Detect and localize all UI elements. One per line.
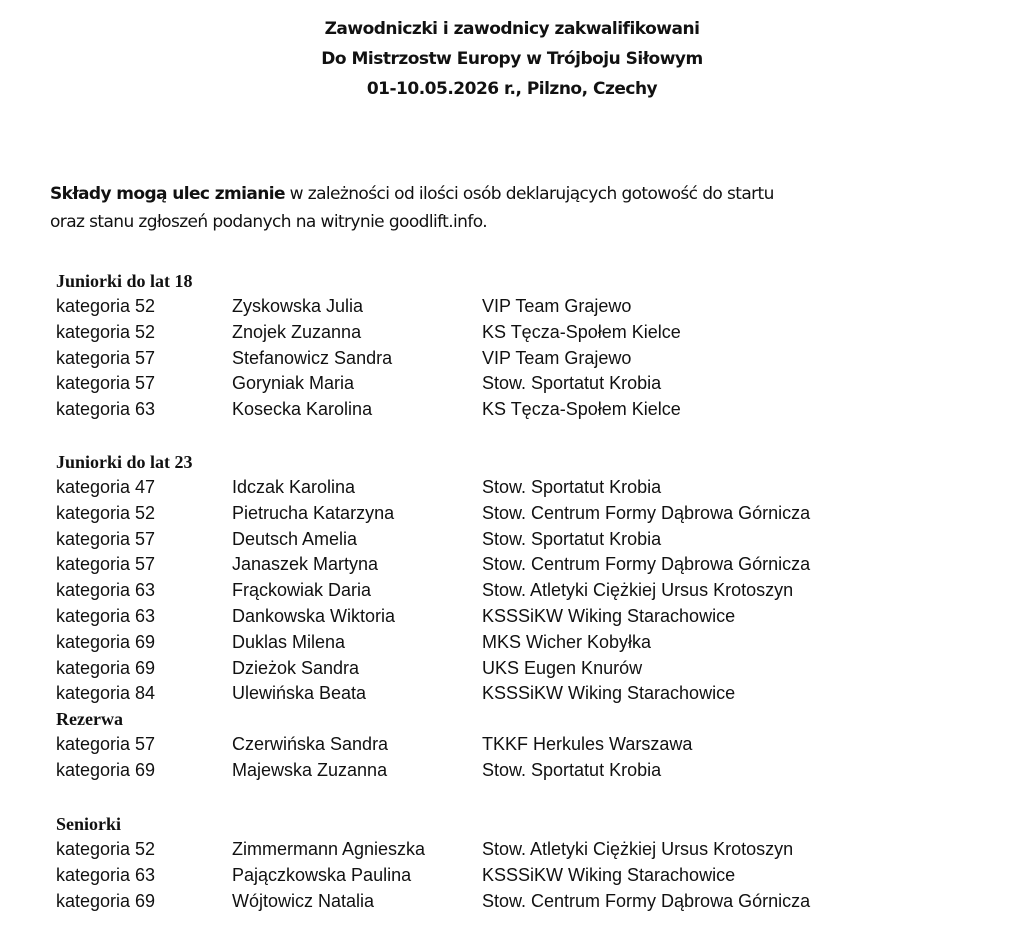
table-row <box>56 656 956 682</box>
title-line-2: Do Mistrzostw Europy w Trójboju Siłowym <box>321 49 703 69</box>
athlete-name-cell: Kosecka Karolina <box>232 399 373 420</box>
club-cell: KSSSiKW Wiking Starachowice <box>482 683 736 704</box>
intro-bold-text: Składy mogą ulec zmianie <box>50 184 285 204</box>
category-cell: kategoria 52 <box>56 296 156 316</box>
table-row <box>56 371 956 397</box>
club-cell: UKS Eugen Knurów <box>482 657 643 678</box>
table-row <box>56 527 956 553</box>
athlete-name-cell: Dzieżok Sandra <box>232 657 360 678</box>
section-title: Seniorki <box>56 814 122 834</box>
club-cell: Stow. Sportatut Krobia <box>482 759 662 780</box>
athlete-name-cell: Goryniak Maria <box>232 373 355 394</box>
club-cell: Stow. Centrum Formy Dąbrowa Górnicza <box>482 502 811 523</box>
athlete-name-cell: Majewska Zuzanna <box>232 759 388 780</box>
table-row <box>56 475 956 501</box>
section-title: Rezerwa <box>56 709 123 729</box>
category-cell: kategoria 63 <box>56 864 156 885</box>
section-title: Juniorki do lat 18 <box>56 271 193 291</box>
club-cell: Stow. Sportatut Krobia <box>482 477 662 497</box>
athlete-name-cell: Idczak Karolina <box>232 477 356 497</box>
athlete-name-cell: Deutsch Amelia <box>232 528 358 549</box>
category-cell: kategoria 57 <box>56 734 156 754</box>
category-cell: kategoria 69 <box>56 631 156 652</box>
club-cell: Stow. Centrum Formy Dąbrowa Górnicza <box>482 554 811 575</box>
club-cell: Stow. Sportatut Krobia <box>482 373 662 394</box>
athlete-name-cell: Dankowska Wiktoria <box>232 605 396 626</box>
category-cell: kategoria 63 <box>56 580 156 601</box>
section-title: Juniorki do lat 23 <box>56 452 193 472</box>
club-cell: Stow. Sportatut Krobia <box>482 528 662 549</box>
club-cell: Stow. Atletyki Ciężkiej Ursus Krotoszyn <box>482 580 794 601</box>
intro-text-line-2: oraz stanu zgłoszeń podanych na witrynie goodlift.info. <box>50 212 488 232</box>
athlete-name-cell: Ulewińska Beata <box>232 683 367 704</box>
section-reserve <box>56 706 956 784</box>
category-cell: kategoria 57 <box>56 373 156 394</box>
table-row <box>56 397 956 423</box>
athlete-name-cell: Pajączkowska Paulina <box>232 864 412 885</box>
table-row <box>56 294 956 320</box>
club-cell: KSSSiKW Wiking Starachowice <box>482 605 736 626</box>
table-row <box>56 889 956 915</box>
club-cell: VIP Team Grajewo <box>482 347 632 368</box>
table-row <box>56 758 956 784</box>
category-cell: kategoria 69 <box>56 657 156 678</box>
category-cell: kategoria 52 <box>56 321 156 342</box>
category-cell: kategoria 52 <box>56 502 156 523</box>
table-row <box>56 604 956 630</box>
section-seniors <box>56 811 956 914</box>
table-row <box>56 837 956 863</box>
section-juniors-u18 <box>56 268 956 423</box>
club-cell: KS Tęcza-Społem Kielce <box>482 321 681 342</box>
athlete-name-cell: Zyskowska Julia <box>232 296 364 316</box>
category-cell: kategoria 57 <box>56 528 156 549</box>
club-cell: Stow. Atletyki Ciężkiej Ursus Krotoszyn <box>482 839 794 859</box>
athlete-name-cell: Zimmermann Agnieszka <box>232 839 426 859</box>
athlete-name-cell: Czerwińska Sandra <box>232 734 389 754</box>
athlete-name-cell: Wójtowicz Natalia <box>232 890 375 911</box>
category-cell: kategoria 57 <box>56 554 156 575</box>
club-cell: MKS Wicher Kobyłka <box>482 631 652 652</box>
club-cell: VIP Team Grajewo <box>482 296 632 316</box>
club-cell: KS Tęcza-Społem Kielce <box>482 399 681 420</box>
club-cell: KSSSiKW Wiking Starachowice <box>482 864 736 885</box>
table-row <box>56 681 956 707</box>
athlete-name-cell: Duklas Milena <box>232 631 346 652</box>
section-juniors-u23 <box>56 449 956 707</box>
athlete-name-cell: Frąckowiak Daria <box>232 580 372 601</box>
table-row <box>56 863 956 889</box>
table-row <box>56 578 956 604</box>
intro-text: w zależności od ilości osób deklarujących gotowość do startu <box>284 184 774 204</box>
table-row <box>56 501 956 527</box>
category-cell: kategoria 84 <box>56 683 156 704</box>
club-cell: TKKF Herkules Warszawa <box>482 734 693 754</box>
category-cell: kategoria 57 <box>56 347 156 368</box>
title-line-1: Zawodniczki i zawodnicy zakwalifikowani <box>324 19 700 39</box>
athlete-name-cell: Janaszek Martyna <box>232 554 379 575</box>
document-title <box>0 14 1024 104</box>
category-cell: kategoria 47 <box>56 477 156 497</box>
club-cell: Stow. Centrum Formy Dąbrowa Górnicza <box>482 890 811 911</box>
table-row <box>56 552 956 578</box>
category-cell: kategoria 63 <box>56 605 156 626</box>
title-line-3: 01-10.05.2026 r., Pilzno, Czechy <box>366 79 658 99</box>
athlete-name-cell: Stefanowicz Sandra <box>232 347 393 368</box>
category-cell: kategoria 69 <box>56 890 156 911</box>
table-row <box>56 630 956 656</box>
category-cell: kategoria 63 <box>56 399 156 420</box>
table-row <box>56 732 956 758</box>
athlete-name-cell: Znojek Zuzanna <box>232 321 362 342</box>
category-cell: kategoria 69 <box>56 759 156 780</box>
athlete-name-cell: Pietrucha Katarzyna <box>232 502 395 523</box>
table-row <box>56 346 956 372</box>
intro-paragraph <box>50 180 950 236</box>
category-cell: kategoria 52 <box>56 839 156 859</box>
table-row <box>56 320 956 346</box>
